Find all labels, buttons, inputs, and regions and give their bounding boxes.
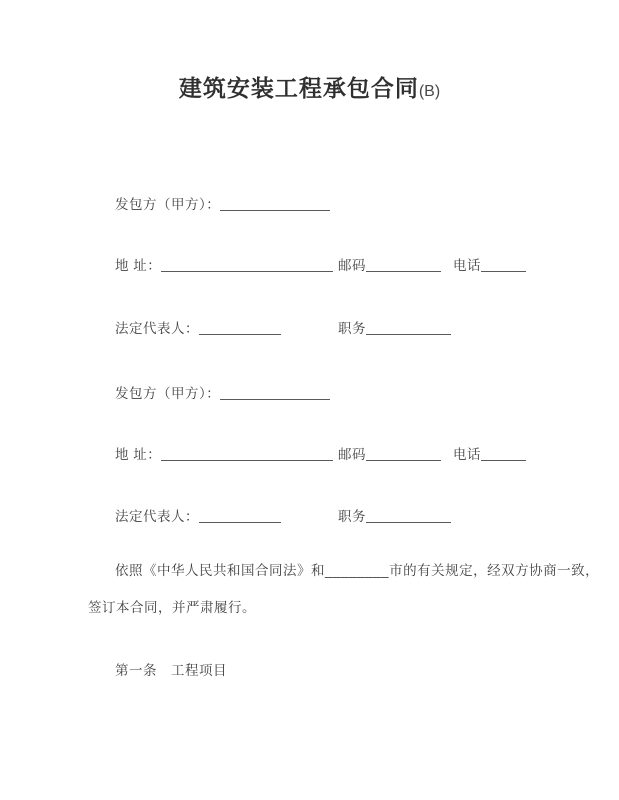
party1-zip-group xyxy=(338,254,441,274)
party1-phone-group xyxy=(453,254,526,274)
party1-label: 发包方（甲方）： xyxy=(115,197,221,212)
party2-position-blank xyxy=(366,509,451,523)
party1-position-group xyxy=(338,317,451,337)
party1-rep-row xyxy=(115,317,281,337)
party1-zip-label: 邮码 xyxy=(338,258,366,273)
party2-zip-blank xyxy=(366,447,441,461)
party1-name-blank xyxy=(220,197,330,211)
document-title-suffix: (B) xyxy=(418,83,441,100)
party1-position-label: 职务 xyxy=(338,321,366,336)
document-title xyxy=(0,70,619,103)
party2-legal-rep-blank xyxy=(199,509,281,523)
intro-paragraph-line-1: 依照《中华人民共和国合同法》和________市的有关规定，经双方协商一致， xyxy=(115,563,600,578)
party2-zip-label: 邮码 xyxy=(338,447,366,462)
party1-zip-blank xyxy=(366,258,441,272)
party1-legal-rep-blank xyxy=(199,321,281,335)
party2-address-row xyxy=(115,443,333,463)
party2-name-blank xyxy=(220,386,330,400)
party2-zip-group xyxy=(338,443,441,463)
intro-paragraph-line-2: 签订本合同，并严肃履行。 xyxy=(88,600,256,615)
party1-address-row xyxy=(115,254,333,274)
party2-position-group xyxy=(338,505,451,525)
party1-address-label: 地 址： xyxy=(115,258,162,273)
party1-phone-blank xyxy=(481,258,526,272)
article-1-heading: 第一条 工程项目 xyxy=(115,663,227,678)
party2-position-label: 职务 xyxy=(338,509,366,524)
document-title-text: 建筑安装工程承包合同 xyxy=(178,75,419,101)
party1-phone-label: 电话 xyxy=(453,258,481,273)
party2-legal-rep-label: 法定代表人： xyxy=(115,509,199,524)
party2-address-blank xyxy=(161,447,333,461)
party2-phone-group xyxy=(453,443,526,463)
party2-phone-blank xyxy=(481,447,526,461)
party2-label: 发包方（甲方）： xyxy=(115,386,221,401)
party2-row xyxy=(115,382,330,402)
party1-row xyxy=(115,193,330,213)
party2-phone-label: 电话 xyxy=(453,447,481,462)
party2-rep-row xyxy=(115,505,281,525)
party1-address-blank xyxy=(161,258,333,272)
party2-address-label: 地 址： xyxy=(115,447,162,462)
party1-legal-rep-label: 法定代表人： xyxy=(115,321,199,336)
party1-position-blank xyxy=(366,321,451,335)
